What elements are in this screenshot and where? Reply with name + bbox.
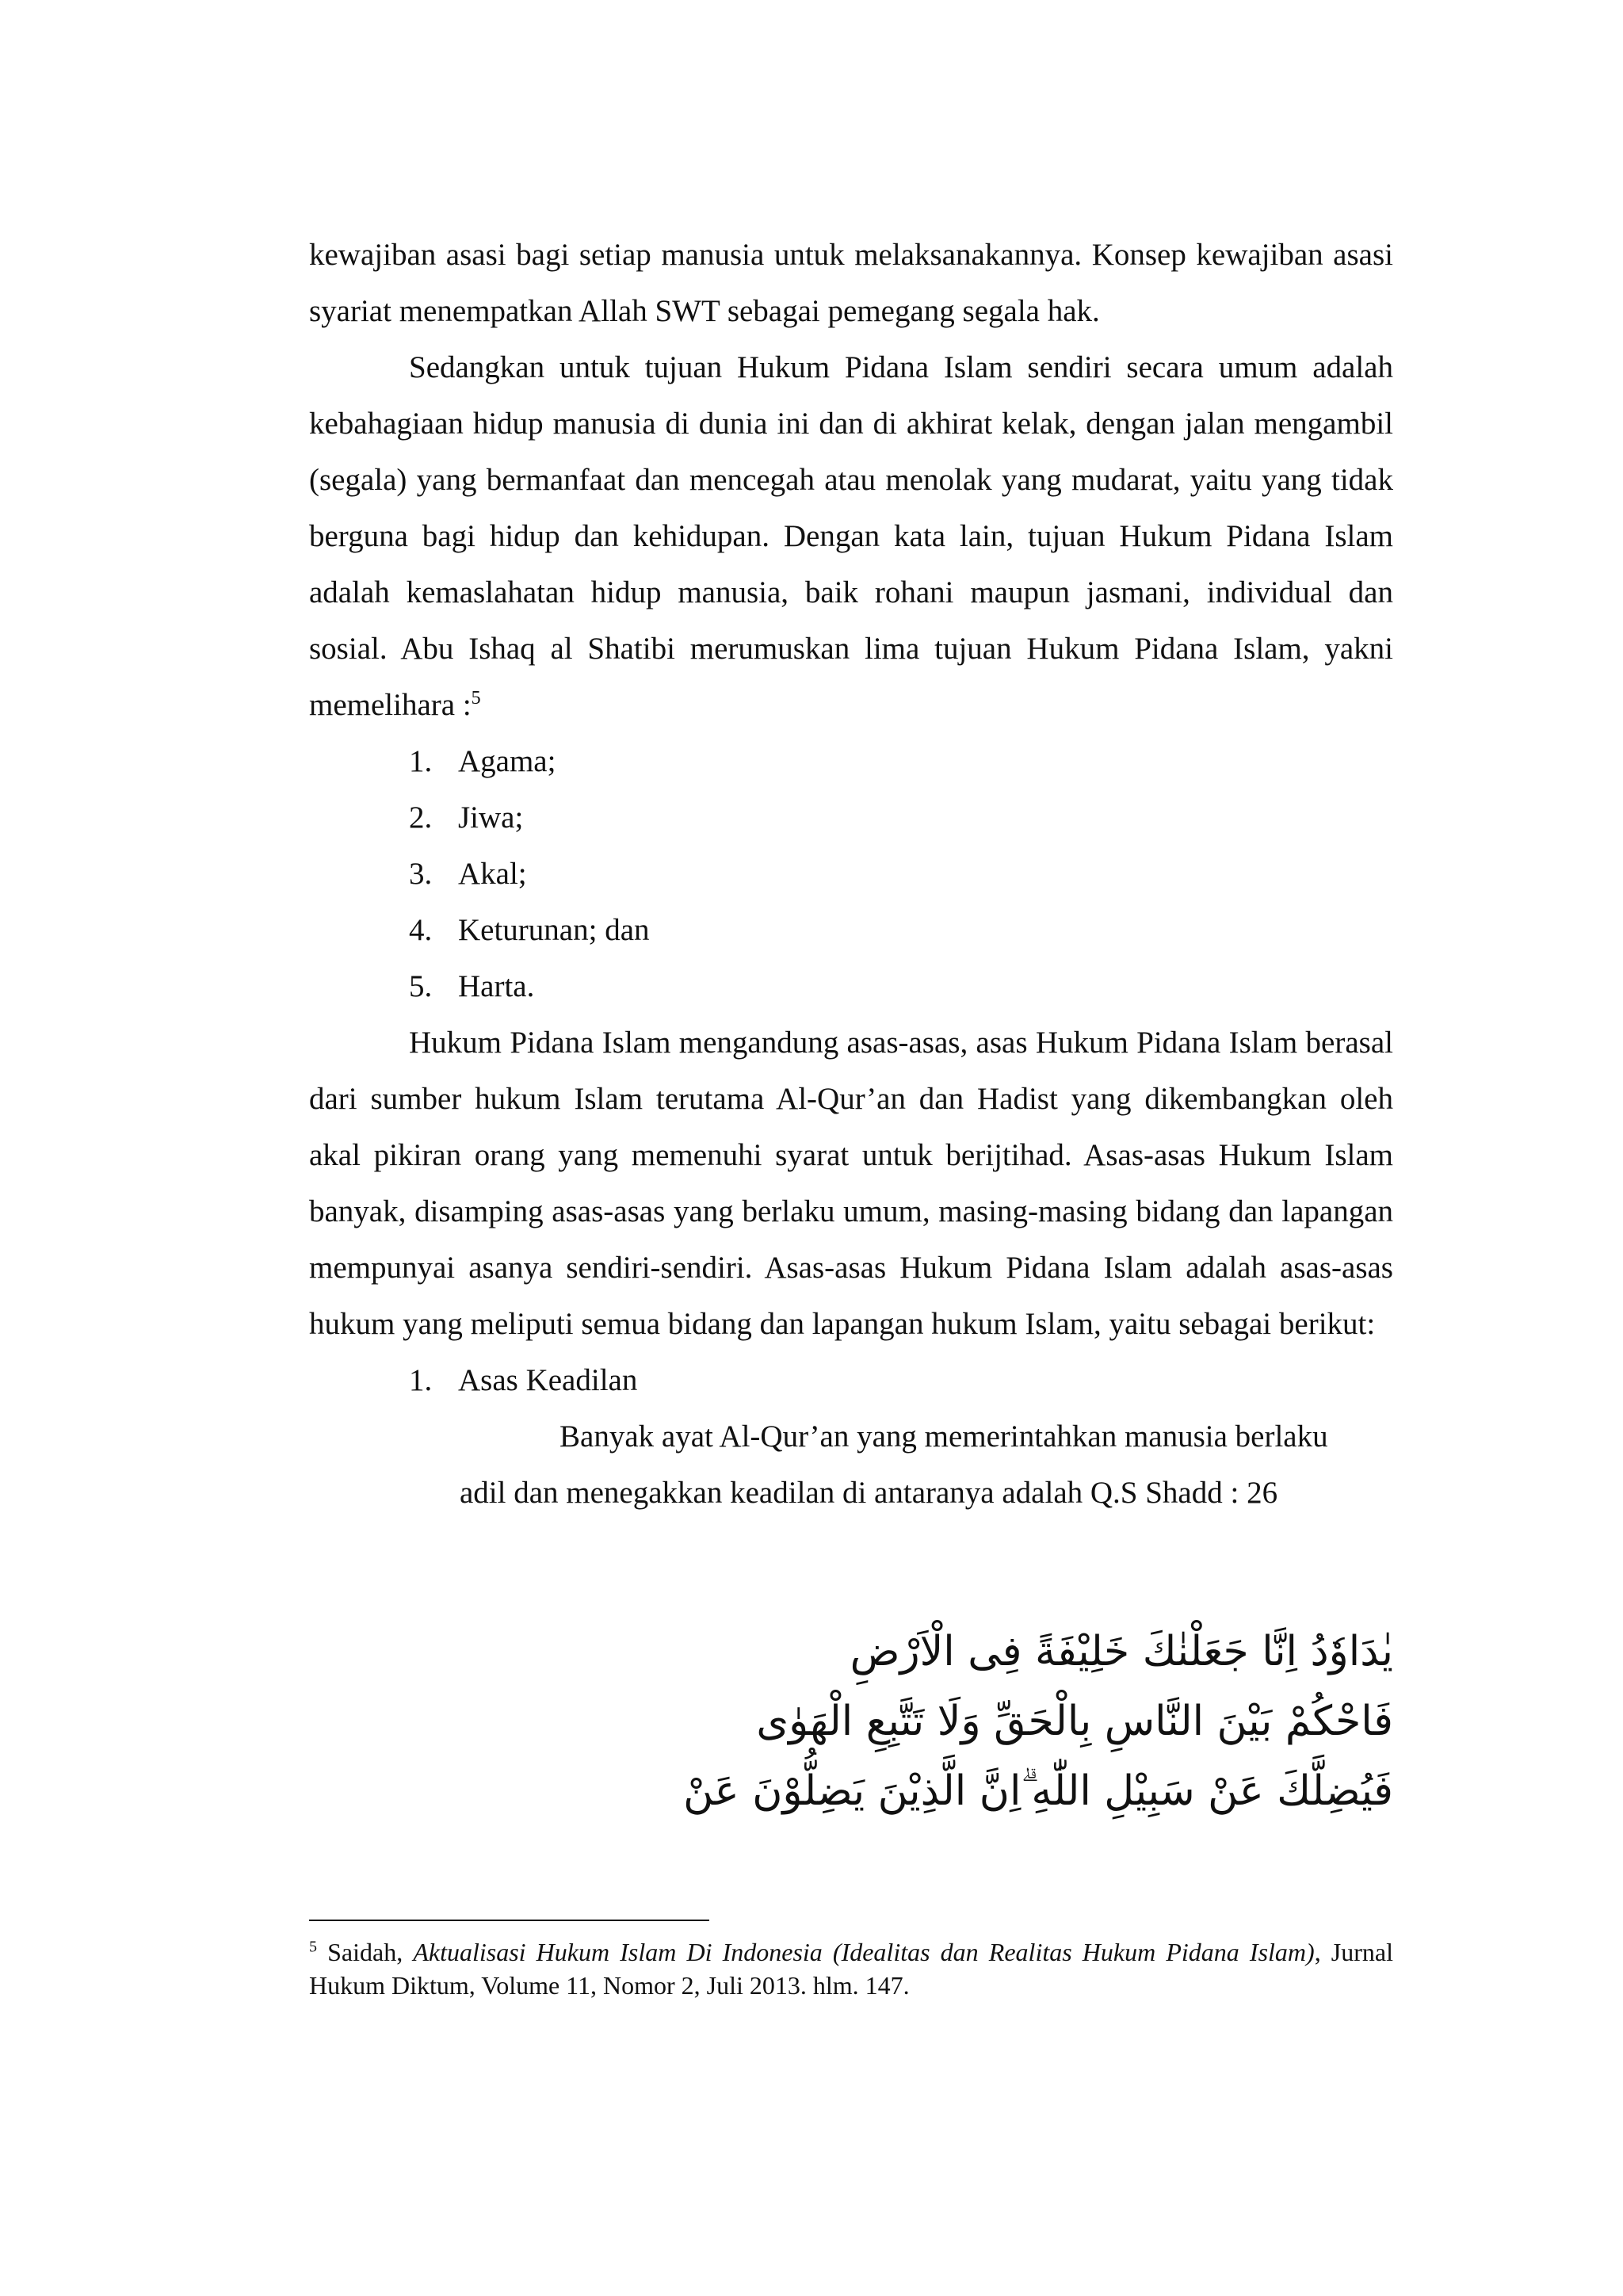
- arabic-line-2: فَاحْكُمْ بَيْنَ النَّاسِ بِالْحَقِّ وَلَا تَتَّبِعِ الْهَوٰى: [756, 1698, 1393, 1745]
- list-item: [309, 789, 1393, 846]
- list-text: Jiwa;: [458, 800, 524, 835]
- paragraph-3: Hukum Pidana Islam mengandung asas-asas, asas Hukum Pidana Islam berasal dari sumber hukum Islam terutama Al-Qur’an dan Hadist yang dikembangkan oleh akal pikiran orang yang memenuhi syarat untuk berijtihad. Asas-asas Hukum Islam banyak, disamping asas-asas yang berlaku umum, masing-masing bidang dan lapangan mempunyai asanya sendiri-sendiri. Asas-asas Hukum Pidana Islam adalah asas-asas hukum yang meliputi semua bidang dan lapangan hukum Islam, yaitu sebagai berikut:: [309, 1026, 1393, 1341]
- arabic-line-1: يٰدَاوٗدُ اِنَّا جَعَلْنٰكَ خَلِيْفَةً فِى الْاَرْضِ: [850, 1628, 1393, 1675]
- list-text: Asas Keadilan: [458, 1363, 638, 1397]
- quote-line-2: adil dan menegakkan keadilan di antaranya adalah Q.S Shadd : 26: [460, 1476, 1278, 1510]
- list-text: Keturunan; dan: [458, 913, 650, 947]
- list-number: 3.: [409, 857, 433, 891]
- list-text: Harta.: [458, 969, 535, 1003]
- list-item: [309, 958, 1393, 1014]
- list-text: Agama;: [458, 744, 556, 778]
- list-number: 2.: [409, 800, 433, 835]
- list-number: 1.: [409, 1363, 433, 1397]
- list-text: Akal;: [458, 857, 527, 891]
- footnote-details: , Jurnal Hukum Diktum, Volume 11, Nomor 2, Juli 2013. hlm. 147.: [309, 1938, 1394, 2000]
- list-number: 5.: [409, 969, 433, 1003]
- quote-line-1: Banyak ayat Al-Qur’an yang memerintahkan manusia berlaku: [559, 1419, 1328, 1454]
- footnote-author: Saidah,: [327, 1938, 403, 1966]
- footnote-divider: [309, 1920, 709, 1921]
- footnote: [309, 1935, 1393, 2002]
- list-item: [309, 846, 1393, 902]
- list-number: 1.: [409, 744, 433, 778]
- list-number: 4.: [409, 913, 433, 947]
- quote-paragraph: [309, 1408, 1393, 1521]
- paragraph-2-text: Sedangkan untuk tujuan Hukum Pidana Islam sendiri secara umum adalah kebahagiaan hidup manusia di dunia ini dan di akhirat kelak, dengan jalan mengambil (segala) yang bermanfaat dan mencegah atau menolak yang mudarat, yaitu yang tidak berguna bagi hidup dan kehidupan. Dengan kata lain, tujuan Hukum Pidana Islam adalah kemaslahatan hidup manusia, baik rohani maupun jasmani, individual dan sosial. Abu Ishaq al Shatibi merumuskan lima tujuan Hukum Pidana Islam, yakni memelihara :: [309, 350, 1393, 722]
- body-text: [309, 227, 1393, 1521]
- list-item: [309, 902, 1393, 958]
- paragraph-2: [309, 339, 1393, 733]
- arabic-verse: [507, 1617, 1393, 1826]
- footnote-reference: 5: [471, 688, 481, 709]
- list-asas: [309, 1352, 1393, 1408]
- list-tujuan: [309, 733, 1393, 1014]
- arabic-line-3: فَيُضِلَّكَ عَنْ سَبِيْلِ اللّٰهِ ۗاِنَّ الَّذِيْنَ يَضِلُّوْنَ عَنْ: [683, 1767, 1393, 1815]
- paragraph-1: kewajiban asasi bagi setiap manusia untuk melaksanakannya. Konsep kewajiban asasi syariat menempatkan Allah SWT sebagai pemegang segala hak.: [309, 238, 1393, 328]
- footnote-mark: 5: [309, 1938, 317, 1956]
- list-item: [309, 733, 1393, 789]
- list-item: [309, 1352, 1393, 1408]
- footnote-title: Aktualisasi Hukum Islam Di Indonesia (Idealitas dan Realitas Hukum Pidana Islam): [413, 1938, 1315, 1966]
